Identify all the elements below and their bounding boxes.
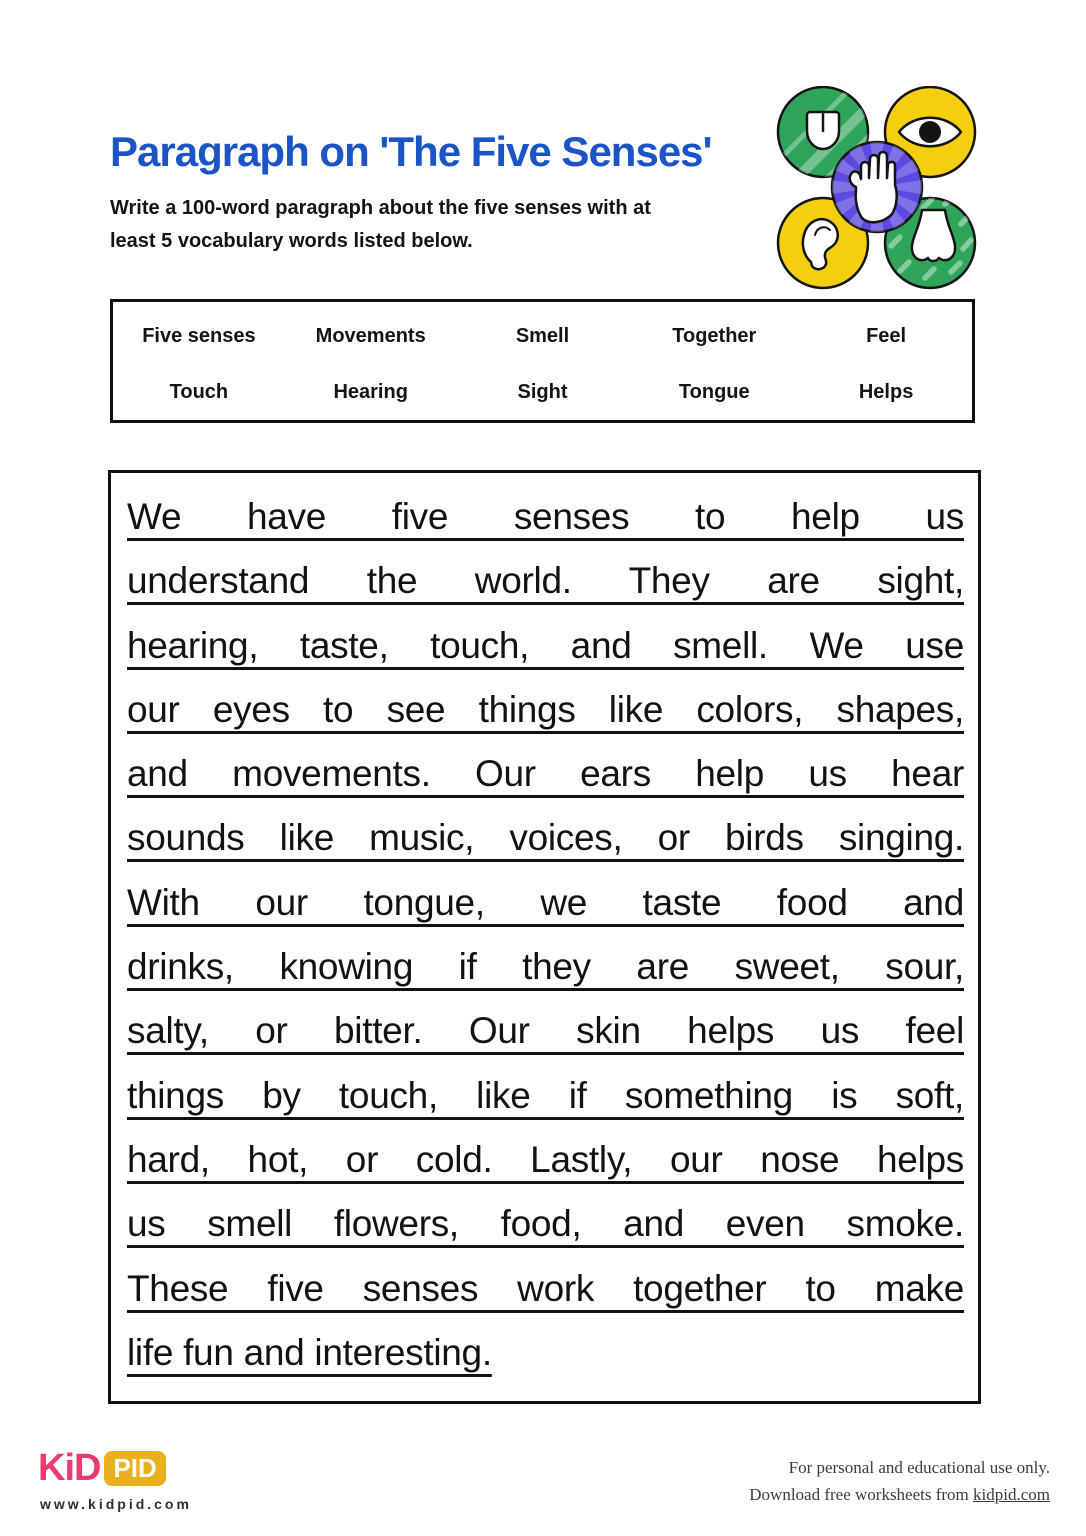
vocabulary-word: Together [672, 324, 757, 347]
paragraph-line: things by touch, like if something is soft, [127, 1074, 964, 1116]
touch-hand-icon [831, 142, 922, 232]
vocabulary-word: Hearing [333, 380, 408, 403]
vocabulary-word: Touch [169, 380, 229, 403]
usage-note-line-1: For personal and educational use only. [788, 1458, 1050, 1477]
logo-pid-badge: PID [104, 1451, 165, 1486]
vocabulary-word: Tongue [678, 380, 750, 403]
paragraph-line: and movements. Our ears help us hear [127, 753, 964, 795]
logo-kid-text: KiD [38, 1447, 101, 1489]
vocabulary-word: Sight [517, 380, 568, 403]
page-title: Paragraph on 'The Five Senses' [110, 128, 712, 175]
paragraph-line: hearing, taste, touch, and smell. We use [127, 624, 964, 666]
paragraph-line: sounds like music, voices, or birds singing. [127, 817, 964, 859]
instructions-line-2: least 5 vocabulary words listed below. [110, 230, 473, 252]
paragraph-line: We have five senses to help us [127, 496, 964, 537]
paragraph-line: drinks, knowing if they are sweet, sour, [127, 946, 964, 988]
paragraph-line: These five senses work together to make [127, 1267, 964, 1309]
kidpid-logo [38, 1448, 166, 1488]
paragraph-writing-area [108, 470, 981, 1404]
vocabulary-word: Feel [866, 324, 907, 347]
usage-note [749, 1454, 1050, 1508]
instructions-text [110, 192, 651, 258]
usage-note-line-2-text: Download free worksheets from [749, 1485, 974, 1504]
vocabulary-box [110, 299, 975, 423]
usage-note-line-2 [749, 1481, 1050, 1508]
paragraph-line: us smell flowers, food, and even smoke. [127, 1203, 964, 1245]
instructions-line-1: Write a 100-word paragraph about the five senses with at [110, 197, 651, 219]
paragraph-line: life fun and interesting. [127, 1331, 492, 1373]
five-senses-illustration [773, 86, 978, 291]
paragraph-line: salty, or bitter. Our skin helps us feel [127, 1010, 964, 1052]
paragraph-line: our eyes to see things like colors, shapes, [127, 688, 964, 730]
vocabulary-word: Movements [315, 324, 426, 347]
vocabulary-word: Smell [515, 324, 570, 347]
paragraph-line: understand the world. They are sight, [127, 560, 964, 602]
paragraph-line: With our tongue, we taste food and [127, 881, 964, 923]
kidpid-website-url: www.kidpid.com [40, 1496, 192, 1512]
kidpid-link[interactable]: kidpid.com [973, 1485, 1050, 1504]
vocabulary-word: Helps [858, 380, 914, 403]
vocabulary-word: Five senses [142, 324, 256, 347]
paragraph-line: hard, hot, or cold. Lastly, our nose helps [127, 1138, 964, 1180]
